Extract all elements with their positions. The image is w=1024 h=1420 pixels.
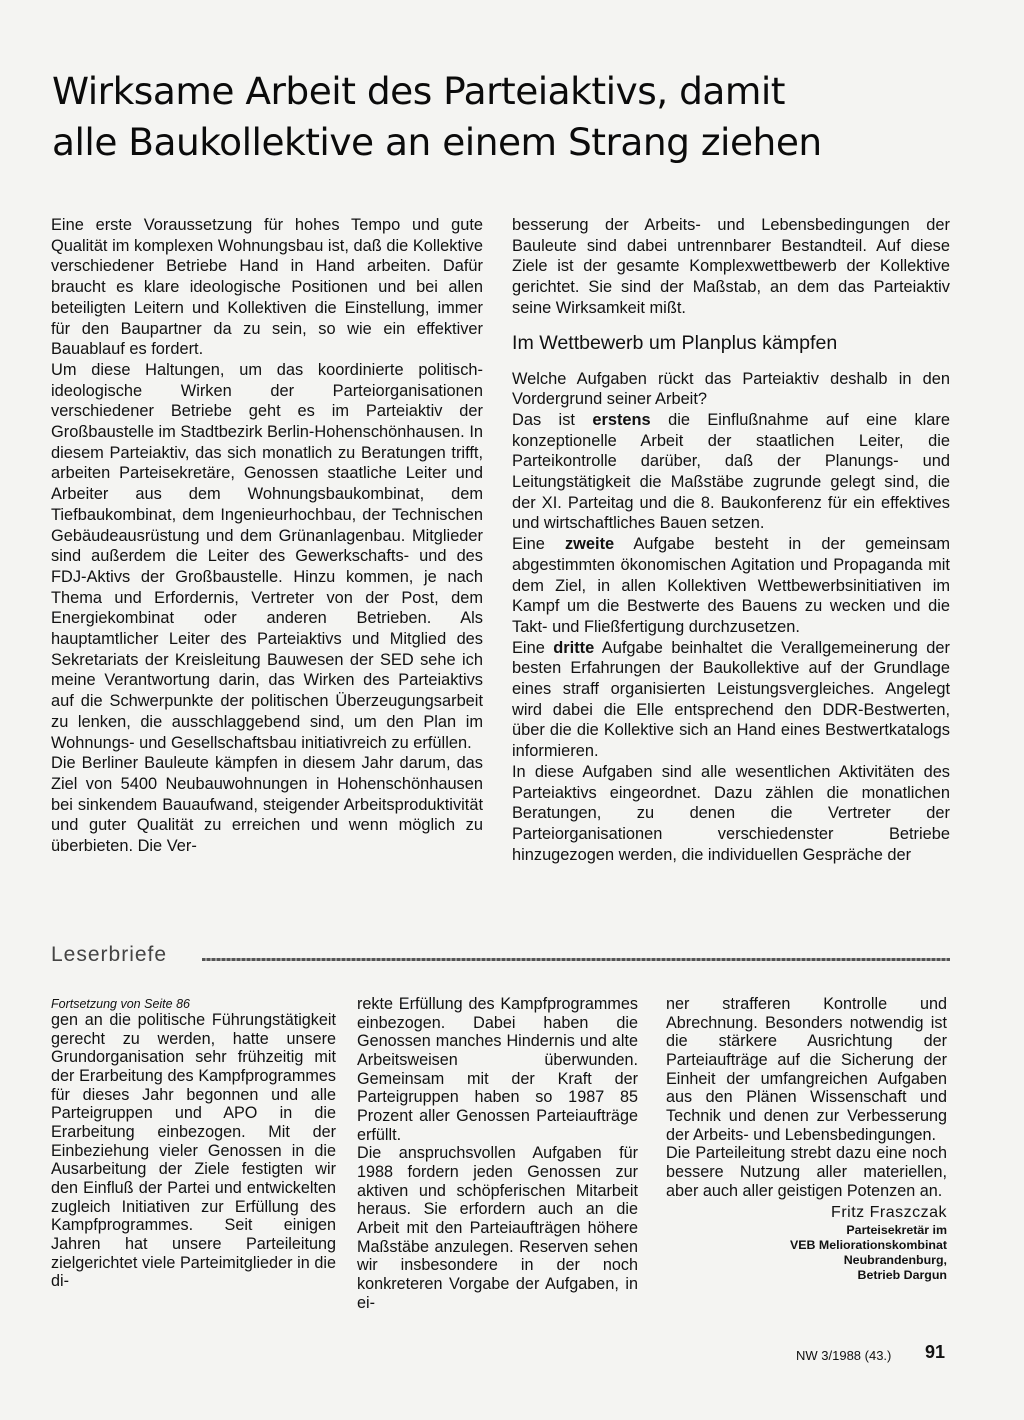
letter-column-2 — [357, 995, 638, 1312]
letter-author: Fritz Fraszczak — [831, 1204, 947, 1222]
text-run: Eine — [512, 638, 554, 657]
article-paragraph — [512, 638, 950, 762]
emphasis: zweite — [564, 535, 615, 554]
letter-paragraph: Die Parteileitung strebt dazu eine noch bessere Nutzung aller materiellen, aber auch aller geistigen Potenzen an. — [666, 1144, 947, 1200]
article-column-2 — [512, 215, 950, 865]
text-run: Aufgabe beinhaltet die Verallgemeinerung der besten Erfahrungen der Baukollektive auf der Grundlage eines straff organisierten Leistungsvergleiches. Angelegt wird dabei die Elle entsprechend den DDR-Bestwerten, über die die Kollektive sich an Hand eines Bestwertkatalogs informieren. — [512, 638, 950, 761]
emphasis: erstens — [592, 410, 651, 429]
article-paragraph: Welche Aufgaben rückt das Parteiaktiv deshalb in den Vordergrund seiner Arbeit? — [512, 369, 950, 409]
article-paragraph: In diese Aufgaben sind alle wesentlichen Aktivitäten des Parteiaktivs eingeordnet. Dazu zählen die monatlichen Beratungen, zu denen die Vertreter der Parteiorganisationen verschiedenster Betriebe hinzugezogen werden, die individuellen Gespräche der — [512, 762, 950, 864]
article-paragraph: Eine erste Voraussetzung für hohes Tempo und gute Qualität im komplexen Wohnungsbau ist, daß die Kollektive verschiedener Betriebe Hand in Hand arbeiten. Dafür braucht es klare ideologische Positionen und bei allen beteiligten Leitern und Kollektiven die Einstellung, immer für den Baupartner da zu sein, so wie ein effektiver Bauablauf es fordert. — [51, 216, 483, 359]
text-run: Aufgabe besteht in der gemeinsam abgestimmten ökonomischen Agitation und Propaganda mit dem Ziel, in allen Kollektiven Wettbewerbsinitiativen im Kampf um die Bestwerte des Bauens zu wecken und die Takt- und Fließfertigung durchzusetzen. — [512, 535, 950, 636]
headline-line-2: alle Baukollektive an einem Strang ziehen — [52, 120, 822, 164]
article-paragraph: besserung der Arbeits- und Lebensbedingungen der Bauleute sind dabei untrennbarer Bestandteil. Auf diese Ziele ist der gesamte Komplexwettbewerb der Kollektive gerichtet. Sie sind der Maßstab, an dem das Parteiaktiv seine Wirksamkeit mißt. — [512, 216, 950, 317]
issue-reference: NW 3/1988 (43.) — [796, 1348, 892, 1363]
letter-paragraph: gen an die politische Führungstätigkeit gerecht zu werden, hatte unsere Grundorganisation sehr frühzeitig mit der Erarbeitung des Kampfprogrammes für dieses Jahr begonnen und alle Parteigruppen und APO in die Erarbeitung einbezogen. Mit der Einbeziehung vieler Genossen in die Ausarbeitung der Ziele festigten wir den Einfluß der Partei und entwickelten zugleich Initiativen zur Erfüllung des Kampfprogrammes. Seit einigen Jahren hat unsere Parteileitung zielgerichtet viele Parteimitglieder in die di- — [51, 1011, 336, 1291]
page-number: 91 — [925, 1342, 946, 1362]
text-run: die Einflußnahme auf eine klare konzeptionelle Arbeit der staatlichen Leiter, die Parteikontrolle darüber, daß der Planungs- und Leitungstätigkeit die Maßstäbe zugrunde gelegt sind, die der XI. Parteitag und die 8. Baukonferenz für ein effektives und wirtschaftliches Bauen setzen. — [512, 410, 950, 533]
article-headline — [52, 66, 992, 168]
letter-paragraph: ner strafferen Kontrolle und Abrechnung. Besonders notwendig ist die stärkere Ausrichtung der Parteiaufträge auf die Sicherung der Einheit der umfangreichen Aufgaben aus den Plänen Wissenschaft und Technik und denen zur Verbesserung der Arbeits- und Lebensbedingungen. — [666, 995, 947, 1144]
article-paragraph: Die Berliner Bauleute kämpfen in diesem Jahr darum, das Ziel von 5400 Neubauwohnungen in Hohenschönhausen bei sinkendem Bauaufwand, steigender Arbeitsproduktivität und guter Qualität zu erreichen und wenn möglich zu überbieten. Die Ver- — [51, 754, 483, 856]
author-role: Betrieb Dargun — [857, 1267, 947, 1282]
section-label-leserbriefe: Leserbriefe — [51, 943, 168, 966]
article-paragraph — [512, 534, 950, 638]
author-role: Parteisekretär im — [846, 1222, 947, 1237]
letter-column-3 — [666, 995, 947, 1283]
section-subheading: Im Wettbewerb um Planplus kämpfen — [512, 331, 838, 354]
text-run: Eine — [512, 535, 565, 554]
author-role: VEB Meliorationskombinat — [790, 1237, 947, 1252]
headline-line-1: Wirksame Arbeit des Parteiaktivs, damit — [52, 69, 786, 113]
letter-paragraph: rekte Erfüllung des Kampfprogrammes einbezogen. Dabei haben die Genossen manches Hindernis und alte Arbeitsweisen überwunden. Gemeinsam mit der Kraft der Parteigruppen haben so 1987 85 Prozent aller Genossen Parteiaufträge erfüllt. — [357, 995, 638, 1144]
article-column-1 — [51, 215, 483, 857]
section-divider — [202, 958, 950, 961]
letter-column-1 — [51, 997, 336, 1291]
letter-paragraph: Die anspruchsvollen Aufgaben für 1988 fordern jeden Genossen zur aktiven und schöpferischen Mitarbeit heraus. Sie erfordern auch an die Arbeit mit den Parteiaufträgen höhere Maßstäbe anzulegen. Reserven sehen wir insbesondere in der noch konkreteren Vorgabe der Aufgaben, in ei- — [357, 1144, 638, 1312]
continuation-note: Fortsetzung von Seite 86 — [51, 997, 190, 1011]
article-paragraph — [512, 410, 950, 534]
text-run: Das ist — [512, 410, 593, 429]
author-role: Neubrandenburg, — [843, 1252, 947, 1267]
article-paragraph: Um diese Haltungen, um das koordinierte politisch-ideologische Wirken der Parteiorganisationen verschiedener Betriebe geht es im Parteiaktiv der Großbaustelle im Stadtbezirk Berlin-Hohenschönhausen. In diesem Parteiaktiv, das sich monatlich zu Beratungen trifft, arbeiten Parteisekretäre, Genossen staatliche Leiter und Arbeiter aus dem Wohnungsbaukombinat, dem Tiefbaukombinat, dem Ingenieurhochbau, der Technischen Gebäudeausrüstung und dem Grünanlagenbau. Mitglieder sind außerdem die Leiter des Gewerkschafts- und des FDJ-Aktivs der Großbaustelle. Hinzu kommen, je nach Thema und Erfordernis, Vertreter von der Post, dem Energiekombinat oder anderen Betrieben. Als hauptamtlicher Leiter des Parteiaktivs und Mitglied des Sekretariats der Kreisleitung Bauwesen der SED sehe ich meine Verantwortung darin, das Wirken des Parteiaktivs auf die Schwerpunkte der politischen Überzeugungsarbeit zu lenken, die ausschlaggebend sind, um den Plan im Wohnungs- und Gesellschaftsbau initiativreich zu erfüllen. — [51, 360, 483, 752]
emphasis: dritte — [553, 638, 595, 657]
